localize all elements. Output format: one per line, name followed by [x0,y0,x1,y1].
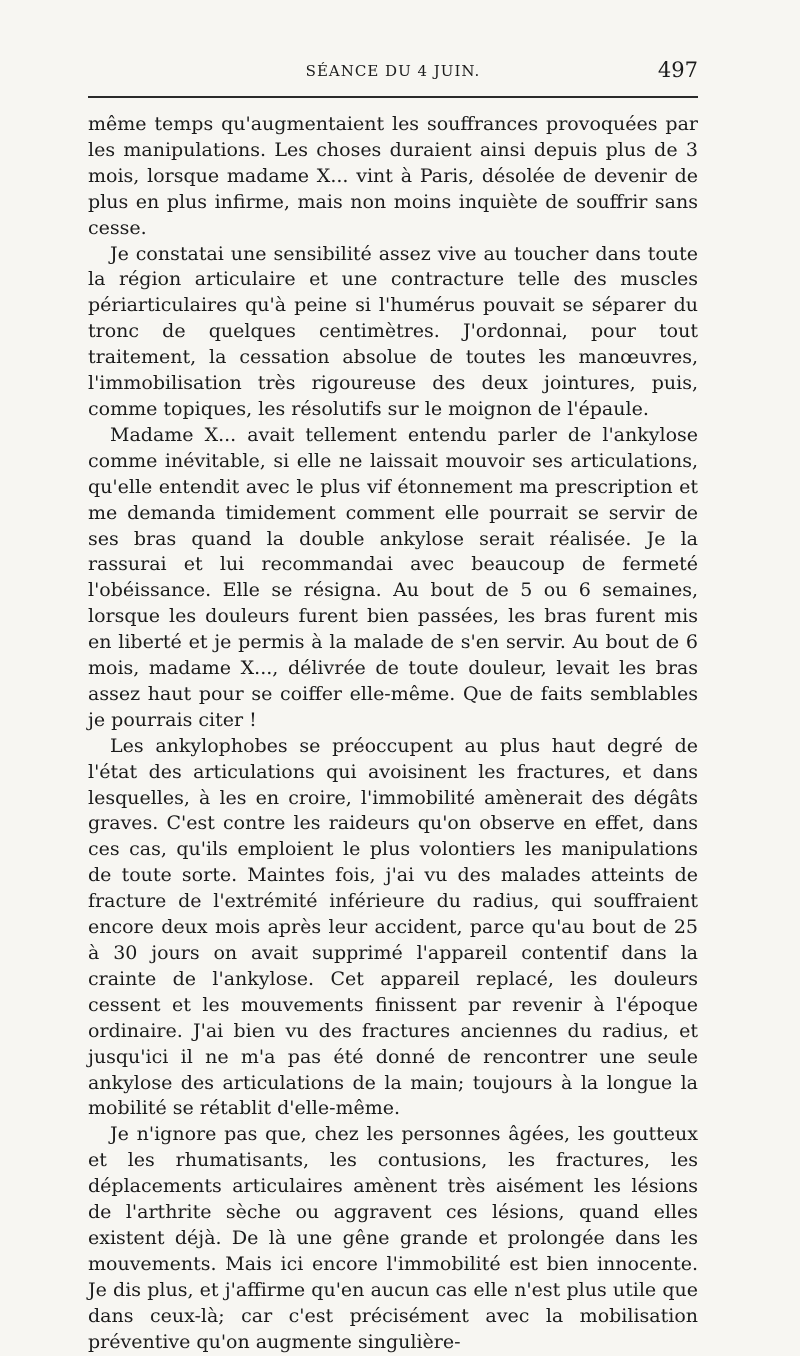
paragraph: Madame X... avait tellement entendu parler de l'ankylose comme inévitable, si elle ne laissait mouvoir ses articulations, qu'elle entendit avec le plus vif étonnement ma prescription et me demanda timidement comment elle pourrait se servir de ses bras quand la double ankylose serait réalisée. Je la rassurai et lui recommandai avec beaucoup de fermeté l'obéissance. Elle se résigna. Au bout de 5 ou 6 semaines, lorsque les douleurs furent bien passées, les bras furent mis en liberté et je permis à la malade de s'en servir. Au bout de 6 mois, madame X..., délivrée de toute douleur, levait les bras assez haut pour se coiffer elle-même. Que de faits semblables je pourrais citer ! [88,423,698,731]
page-header [88,58,698,88]
page-number: 497 [657,58,698,82]
running-head: SÉANCE DU 4 JUIN. [305,62,481,80]
paragraph-continued: même temps qu'augmentaient les souffrances provoquées par les manipulations. Les choses duraient ainsi depuis plus de 3 mois, lorsque madame X... vint à Paris, désolée de devenir de plus en plus infirme, mais non moins inquiète de souffrir sans cesse. [88,113,698,239]
header-rule [88,96,698,98]
body-text [88,112,698,1356]
paragraph: Je n'ignore pas que, chez les personnes âgées, les goutteux et les rhumatisants, les contusions, les fractures, les déplacements articulaires amènent très aisément les lésions de l'arthrite sèche ou aggravent ces lésions, quand elles existent déjà. De là une gêne grande et prolongée dans les mouvements. Mais ici encore l'immobilité est bien innocente. Je dis plus, et j'affirme qu'en aucun cas elle n'est plus utile que dans ceux-là; car c'est précisément avec la mobilisation préventive qu'on augmente singulière- [88,1123,698,1353]
paragraph: Les ankylophobes se préoccupent au plus haut degré de l'état des articulations qui avoisinent les fractures, et dans lesquelles, à les en croire, l'immobilité amènerait des dégâts graves. C'est contre les raideurs qu'on observe en effet, dans ces cas, qu'ils emploient le plus volontiers les manipulations de toute sorte. Maintes fois, j'ai vu des malades atteints de fracture de l'extrémité inférieure du radius, qui souffraient encore deux mois après leur accident, parce qu'au bout de 25 à 30 jours on avait supprimé l'appareil contentif dans la crainte de l'ankylose. Cet appareil replacé, les douleurs cessent et les mouvements finissent par revenir à l'époque ordinaire. J'ai bien vu des fractures anciennes du radius, et jusqu'ici il ne m'a pas été donné de rencontrer une seule ankylose des articulations de la main; toujours à la longue la mobilité se rétablit d'elle-même. [88,734,698,1120]
paragraph: Je constatai une sensibilité assez vive au toucher dans toute la région articulaire et une contracture telle des muscles périarticulaires qu'à peine si l'humérus pouvait se séparer du tronc de quelques centimètres. J'ordonnai, pour tout traitement, la cessation absolue de toutes les manœuvres, l'immobilisation très rigoureuse des deux jointures, puis, comme topiques, les résolutifs sur le moignon de l'épaule. [88,242,698,420]
